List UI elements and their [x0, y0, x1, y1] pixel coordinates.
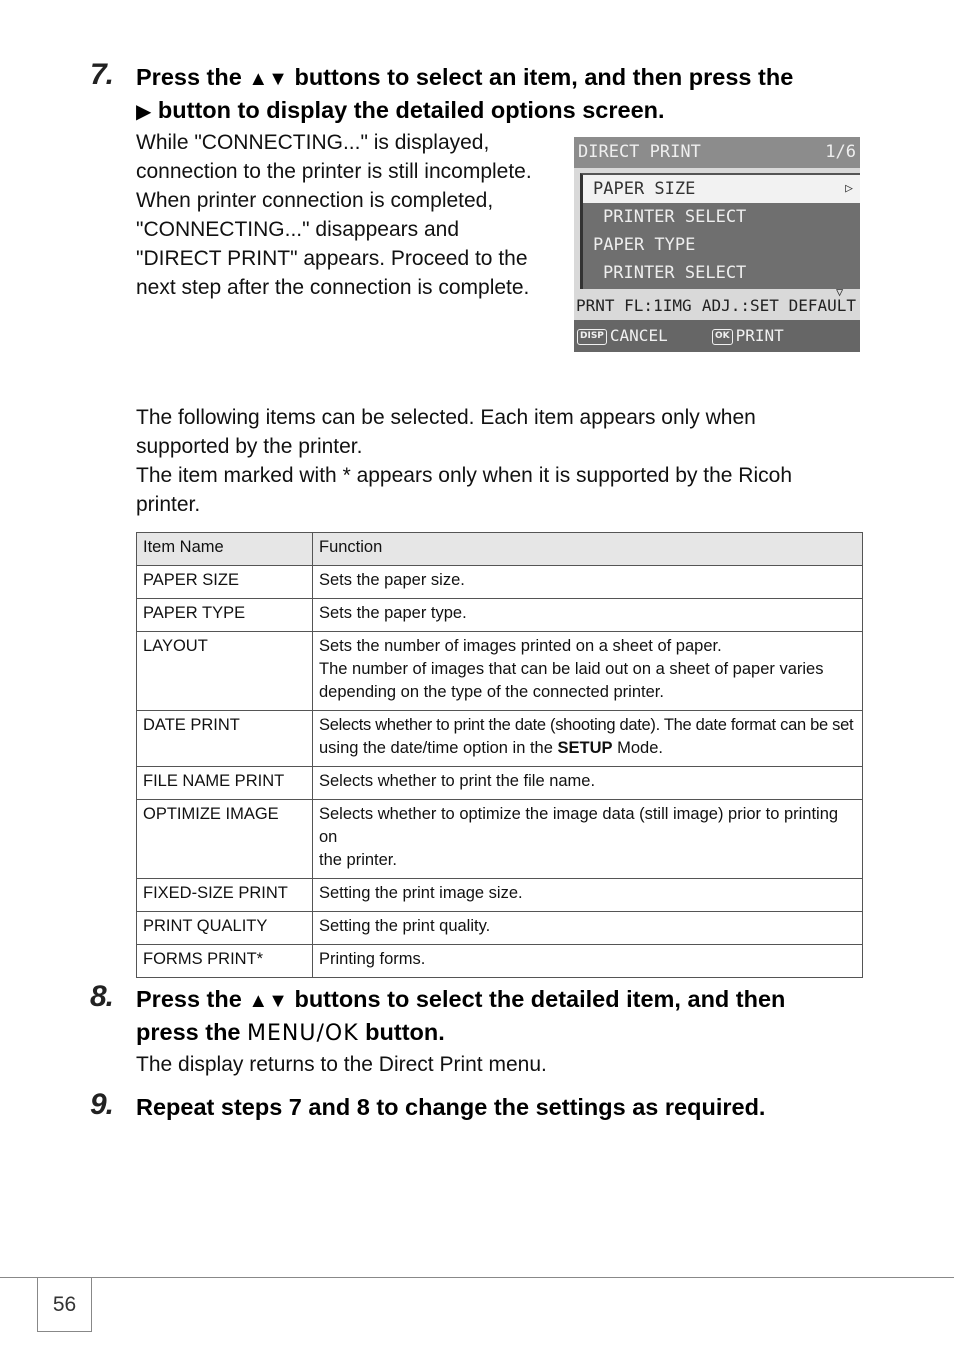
intro-line: The item marked with * appears only when it is supported by the Ricoh: [136, 464, 792, 487]
lcd-menu-list: [580, 173, 860, 289]
item-function: [313, 711, 863, 767]
paragraph-line: next step after the connection is complete.: [136, 276, 530, 299]
paragraph-line: "DIRECT PRINT" appears. Proceed to the: [136, 247, 528, 270]
item-function: [313, 912, 863, 945]
step-7-title-c: button to display the detailed options screen.: [151, 97, 665, 123]
item-function: [313, 566, 863, 599]
function-line: Selects whether to optimize the image data (still image) prior to printing on: [319, 805, 839, 846]
step-7-number: 7.: [90, 58, 114, 91]
lcd-cancel: [577, 320, 668, 352]
function-line: Sets the number of images printed on a sheet of paper.: [319, 637, 722, 655]
footer-divider: [0, 1277, 954, 1278]
disp-key-icon: DISP: [577, 329, 607, 345]
step-8-note: The display returns to the Direct Print menu.: [136, 1053, 547, 1076]
lcd-item-paper-size: [583, 175, 860, 203]
lcd-item-label: PAPER TYPE: [593, 235, 696, 255]
function-line: Setting the print image size.: [319, 884, 523, 902]
intro-line: supported by the printer.: [136, 435, 363, 458]
camera-lcd-screenshot: [574, 137, 860, 352]
item-function: [313, 767, 863, 800]
paragraph-line: connection to the printer is still incomplete.: [136, 160, 532, 183]
step-7-paragraph: [136, 128, 566, 302]
right-arrow-icon: ▶: [136, 101, 152, 123]
table-row: [137, 632, 863, 711]
item-name: PAPER SIZE: [137, 566, 313, 599]
intro-line: The following items can be selected. Each item appears only when: [136, 406, 756, 429]
function-line: Selects whether to print the file name.: [319, 772, 596, 790]
lcd-status-right: ADJ.:SET DEFAULT: [701, 296, 856, 315]
table-row: [137, 599, 863, 632]
item-function: [313, 879, 863, 912]
lcd-item-label: PRINTER SELECT: [603, 207, 747, 227]
page-number: 56: [37, 1277, 92, 1332]
table-row: [137, 800, 863, 879]
item-name: FORMS PRINT*: [137, 945, 313, 978]
scroll-down-icon: ▽: [836, 285, 844, 299]
lcd-item-printer-select: [583, 259, 860, 287]
item-name: FIXED-SIZE PRINT: [137, 879, 313, 912]
step-8-title-d: button.: [358, 1019, 445, 1045]
item-function: [313, 800, 863, 879]
paragraph-line: When printer connection is completed,: [136, 189, 494, 212]
function-line: using the date/time option in the: [319, 739, 558, 757]
item-function: [313, 632, 863, 711]
step-9-title: Repeat steps 7 and 8 to change the settings as required.: [136, 1094, 766, 1120]
step-8-title: [136, 984, 876, 1049]
intro-line: printer.: [136, 493, 201, 516]
lcd-page: 1/6: [825, 142, 856, 162]
item-name: FILE NAME PRINT: [137, 767, 313, 800]
lcd-item-printer-select: [583, 203, 860, 231]
step-7-title-a: Press the: [136, 64, 249, 90]
up-down-arrows-icon: ▲▼: [248, 68, 288, 90]
step-8-number: 8.: [90, 980, 114, 1013]
item-function: [313, 945, 863, 978]
lcd-footer: [574, 320, 860, 352]
table-row: [137, 945, 863, 978]
header-item-name: Item Name: [137, 533, 313, 566]
function-line: the printer.: [319, 851, 397, 869]
lcd-item-paper-type: [583, 231, 860, 259]
function-line: depending on the type of the connected printer.: [319, 683, 664, 701]
lcd-header: [574, 137, 860, 168]
table-row: [137, 912, 863, 945]
step-8-title-b: buttons to select the detailed item, and then: [287, 986, 786, 1012]
setup-mode-label: SETUP: [557, 739, 613, 757]
table-row: [137, 711, 863, 767]
items-table: [136, 532, 863, 978]
table-row: [137, 566, 863, 599]
item-function: [313, 599, 863, 632]
function-line: Selects whether to print the date (shooting date). The date format can be set: [319, 716, 854, 734]
item-name: PAPER TYPE: [137, 599, 313, 632]
lcd-print-label: PRINT: [735, 326, 784, 345]
function-line: Sets the paper size.: [319, 571, 465, 589]
lcd-item-label: PAPER SIZE: [593, 179, 696, 199]
table-row: [137, 879, 863, 912]
function-line: Printing forms.: [319, 950, 426, 968]
table-row: [137, 767, 863, 800]
function-line-tail: Mode.: [612, 739, 663, 757]
up-down-arrows-icon: ▲▼: [248, 990, 288, 1012]
function-line: Sets the paper type.: [319, 604, 467, 622]
item-name: DATE PRINT: [137, 711, 313, 767]
step-8-title-c: press the: [136, 1019, 248, 1045]
lcd-status-left: PRNT FL:1IMG: [576, 296, 692, 315]
lcd-status-bar: [574, 293, 860, 319]
lcd-print: [712, 320, 784, 352]
lcd-item-label: PRINTER SELECT: [603, 263, 747, 283]
ok-key-icon: OK: [712, 329, 733, 345]
item-name: LAYOUT: [137, 632, 313, 711]
paragraph-line: "CONNECTING..." disappears and: [136, 218, 460, 241]
step-9-number: 9.: [90, 1088, 114, 1121]
step-8-title-a: Press the: [136, 986, 249, 1012]
lcd-cancel-label: CANCEL: [609, 326, 668, 345]
item-name: OPTIMIZE IMAGE: [137, 800, 313, 879]
menu-ok-button-label: MENU/OK: [247, 1021, 359, 1046]
header-function: Function: [313, 533, 863, 566]
function-line: The number of images that can be laid out on a sheet of paper varies: [319, 660, 824, 678]
intro-paragraph: [136, 403, 856, 519]
paragraph-line: While "CONNECTING..." is displayed,: [136, 131, 490, 154]
step-7-title: [136, 62, 876, 128]
step-7-title-b: buttons to select an item, and then press the: [287, 64, 794, 90]
table-header-row: [137, 533, 863, 566]
right-triangle-icon: ▷: [845, 181, 853, 196]
item-name: PRINT QUALITY: [137, 912, 313, 945]
function-line: Setting the print quality.: [319, 917, 491, 935]
lcd-title: DIRECT PRINT: [578, 142, 701, 162]
